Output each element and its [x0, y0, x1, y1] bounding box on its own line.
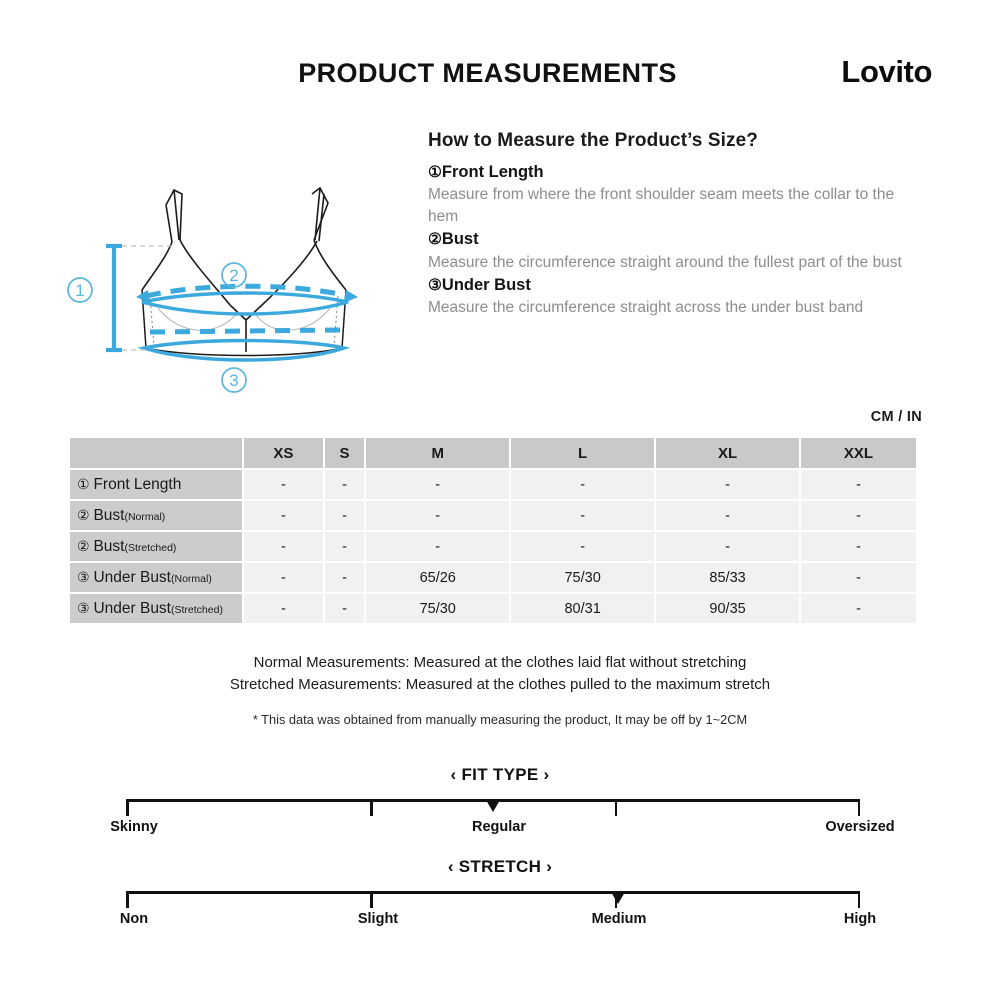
cell-m-r2: -: [366, 532, 509, 561]
cell-xxl-r2: -: [801, 532, 916, 561]
svg-text:2: 2: [229, 266, 239, 285]
scale-label-slight: Slight: [357, 911, 399, 927]
measurement-notes: [0, 652, 1000, 696]
size-header-xs: XS: [244, 438, 323, 468]
note-normal: Normal Measurements: Measured at the clothes laid flat without stretching: [253, 654, 747, 671]
cell-s-r0: -: [325, 470, 364, 499]
cell-xl-r1: -: [656, 501, 799, 530]
row-qualifier: (Normal): [124, 510, 166, 523]
fit-type-axis: [126, 799, 860, 821]
measurements-table: [68, 436, 918, 625]
cell-xs-r3: -: [244, 563, 323, 592]
row-number-icon: ①: [77, 475, 94, 492]
row-number-icon: ③: [77, 568, 94, 585]
cell-s-r3: -: [325, 563, 364, 592]
measure-desc-bust: Measure the circumference straight around the fullest part of the bust: [428, 253, 902, 271]
stretch-axis: [126, 891, 860, 913]
how-to-measure-section: [428, 130, 928, 319]
scale-label-medium: Medium: [591, 911, 647, 927]
measure-label-2: Bust: [441, 230, 479, 249]
row-label: [70, 594, 242, 623]
measurement-disclaimer: * This data was obtained from manually measuring the product, It may be off by 1~2CM: [252, 712, 748, 727]
measure-num-3: ③: [428, 276, 442, 294]
cell-xs-r1: -: [244, 501, 323, 530]
measure-label-3: Under Bust: [441, 275, 531, 294]
cell-m-r4: 75/30: [366, 594, 509, 623]
measure-term-under-bust: [428, 274, 928, 297]
cell-xs-r4: -: [244, 594, 323, 623]
cell-s-r2: -: [325, 532, 364, 561]
row-label: [70, 563, 242, 592]
unit-label: CM / IN: [870, 409, 922, 425]
axis-tick-0: [126, 891, 129, 908]
stretch-scale: [0, 857, 1000, 927]
diagram-marker-under-bust: [222, 368, 246, 392]
row-name: Front Length: [93, 475, 182, 493]
axis-tick-3: [858, 799, 861, 816]
row-number-icon: ③: [77, 599, 94, 616]
note-stretched: Stretched Measurements: Measured at the clothes pulled to the maximum stretch: [229, 676, 771, 694]
axis-tick-1: [370, 799, 373, 816]
cell-xl-r4: 90/35: [656, 594, 799, 623]
bra-diagram-svg: [62, 150, 422, 402]
under-bust-dash-line: [150, 330, 340, 332]
cell-l-r1: -: [511, 501, 654, 530]
fit-type-marker: [486, 800, 500, 812]
table-row: [70, 563, 916, 592]
row-qualifier: (Normal): [171, 572, 212, 585]
diagram-marker-bust: [222, 263, 246, 287]
fit-type-title: ‹ FIT TYPE ›: [450, 765, 550, 784]
table-header-row: [70, 438, 916, 468]
bra-measurement-diagram: [62, 150, 422, 402]
cell-xl-r0: -: [656, 470, 799, 499]
cell-l-r2: -: [511, 532, 654, 561]
row-label: [70, 532, 242, 561]
front-length-bar: [106, 246, 122, 350]
size-header-xl: XL: [656, 438, 799, 468]
row-qualifier: (Stretched): [124, 541, 177, 554]
cell-l-r4: 80/31: [511, 594, 654, 623]
cell-xs-r0: -: [244, 470, 323, 499]
under-bust-ellipse: [144, 341, 344, 361]
cell-l-r0: -: [511, 470, 654, 499]
measure-num-1: ①: [428, 164, 442, 181]
cell-l-r3: 75/30: [511, 563, 654, 592]
scale-label-oversized: Oversized: [825, 819, 895, 835]
cell-m-r0: -: [366, 470, 509, 499]
row-name: Under Bust: [93, 599, 171, 617]
axis-tick-2: [615, 799, 618, 816]
svg-text:1: 1: [75, 281, 85, 300]
measure-desc-front-length: Measure from where the front shoulder seam meets the collar to the hem: [428, 186, 895, 226]
stretch-axis-bar: [126, 891, 860, 894]
axis-tick-0: [126, 799, 129, 816]
stretch-marker: [611, 892, 625, 904]
measure-num-2: ②: [428, 231, 442, 249]
measurements-table-body: [70, 438, 916, 623]
cell-xl-r3: 85/33: [656, 563, 799, 592]
measure-label-1: Front Length: [441, 163, 544, 181]
row-qualifier: (Stretched): [171, 603, 223, 616]
row-name: Under Bust: [93, 568, 171, 586]
cell-m-r3: 65/26: [366, 563, 509, 592]
cell-s-r1: -: [325, 501, 364, 530]
cell-m-r1: -: [366, 501, 509, 530]
fit-type-labels: [0, 819, 1000, 839]
cell-s-r4: -: [325, 594, 364, 623]
row-label: [70, 501, 242, 530]
table-row: [70, 470, 916, 499]
scale-label-skinny: Skinny: [110, 819, 158, 835]
size-header-m: M: [366, 438, 509, 468]
table-row: [70, 532, 916, 561]
how-to-heading: How to Measure the Product’s Size?: [428, 130, 758, 151]
cell-xs-r2: -: [244, 532, 323, 561]
cell-xxl-r1: -: [801, 501, 916, 530]
page-title: PRODUCT MEASUREMENTS: [298, 58, 677, 88]
axis-tick-3: [858, 891, 861, 908]
diagram-marker-front-length: [68, 278, 92, 302]
page-header: [0, 54, 1000, 100]
measure-term-bust: [428, 228, 928, 251]
row-name: Bust: [93, 506, 125, 524]
cell-xxl-r0: -: [801, 470, 916, 499]
scale-label-regular: Regular: [472, 819, 526, 835]
brand-logo: Lovito: [841, 54, 932, 89]
size-header-xxl: XXL: [801, 438, 916, 468]
scale-label-high: High: [843, 911, 877, 927]
axis-tick-1: [370, 891, 373, 908]
stretch-title: ‹ STRETCH ›: [447, 857, 553, 876]
size-header-s: S: [325, 438, 364, 468]
fit-type-scale: [0, 765, 1000, 835]
row-label: [70, 470, 242, 499]
size-header-l: L: [511, 438, 654, 468]
row-name: Bust: [93, 537, 125, 555]
cell-xxl-r4: -: [801, 594, 916, 623]
table-corner-cell: [70, 438, 242, 468]
cell-xl-r2: -: [656, 532, 799, 561]
measure-desc-under-bust: Measure the circumference straight across the under bust band: [428, 299, 864, 317]
scale-label-non: Non: [119, 911, 149, 927]
measure-term-front-length: [428, 161, 928, 184]
table-row: [70, 594, 916, 623]
row-number-icon: ②: [77, 537, 94, 554]
cell-xxl-r3: -: [801, 563, 916, 592]
stretch-labels: [0, 911, 1000, 931]
row-number-icon: ②: [77, 506, 94, 523]
table-row: [70, 501, 916, 530]
bust-ellipse: [142, 293, 348, 314]
svg-text:3: 3: [229, 371, 239, 390]
